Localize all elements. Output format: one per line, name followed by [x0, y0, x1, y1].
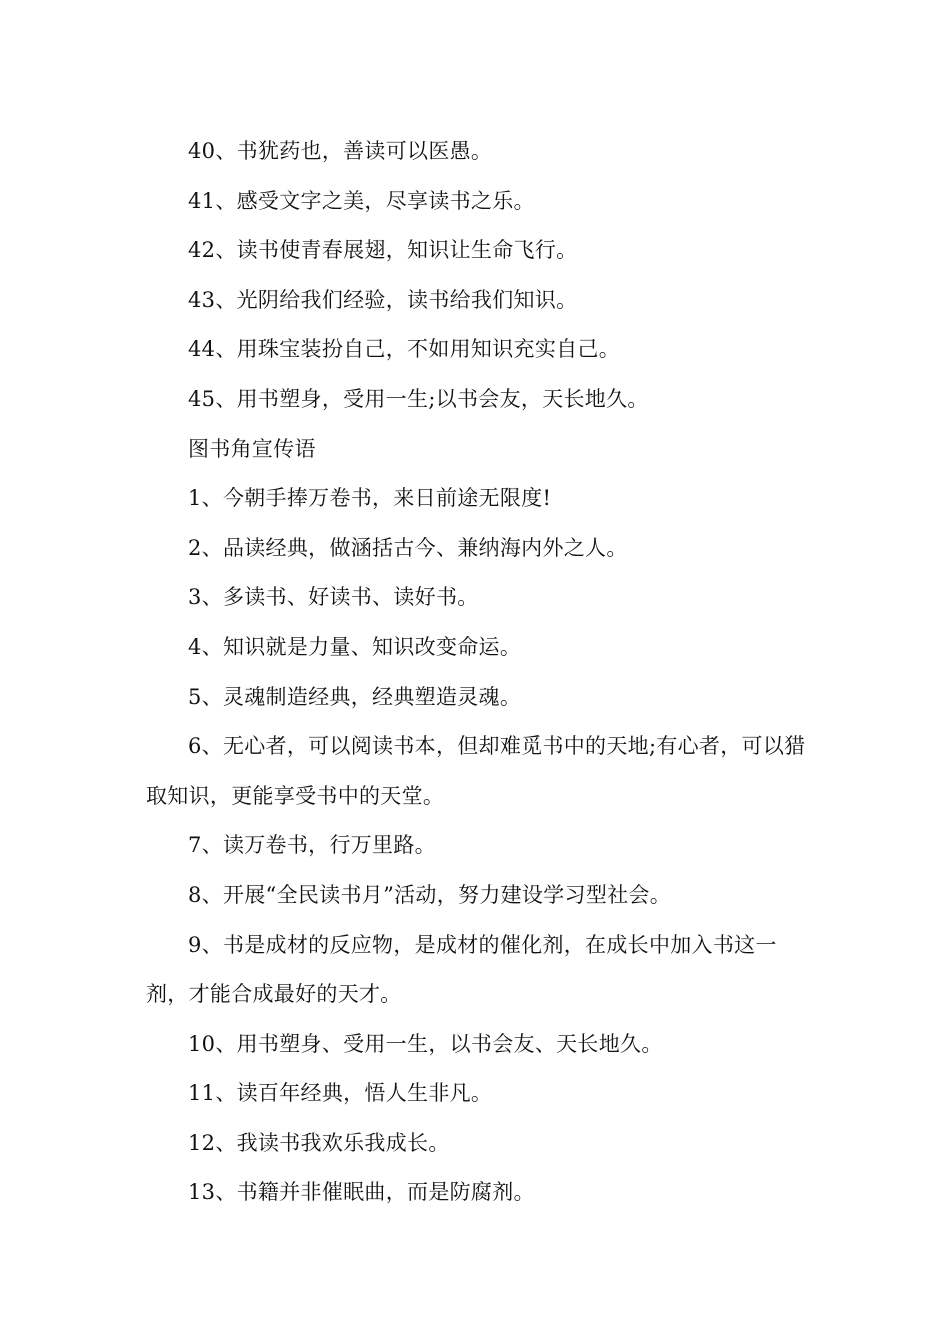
- section-heading: 图书角宣传语: [188, 436, 316, 461]
- paragraph-2: 2、品读经典，做涵括古今、兼纳海内外之人。: [188, 535, 628, 560]
- paragraph-4: 4、知识就是力量、知识改变命运。: [188, 634, 522, 659]
- paragraph-11: 11、读百年经典，悟人生非凡。: [188, 1081, 493, 1106]
- paragraph-40: 40、书犹药也，善读可以医愚。: [188, 139, 493, 163]
- paragraph-3: 3、多读书、好读书、读好书。: [188, 585, 479, 610]
- paragraph-12: 12、我读书我欢乐我成长。: [188, 1130, 450, 1155]
- paragraph-13: 13、书籍并非催眠曲，而是防腐剂。: [188, 1180, 535, 1205]
- paragraph-42: 42、读书使青春展翅，知识让生命飞行。: [188, 238, 578, 263]
- paragraph-9: 9、书是成材的反应物，是成材的催化剂，在成长中加入书这一剂，才能合成最好的天才。: [146, 932, 777, 1007]
- paragraph-45: 45、用书塑身，受用一生;以书会友，天长地久。: [188, 386, 649, 411]
- paragraph-10: 10、用书塑身、受用一生，以书会友、天长地久。: [188, 1031, 663, 1056]
- paragraph-5: 5、灵魂制造经典，经典塑造灵魂。: [188, 684, 522, 709]
- paragraph-8: 8、开展“全民读书月”活动，努力建设学习型社会。: [188, 882, 672, 907]
- paragraph-44: 44、用珠宝装扮自己，不如用知识充实自己。: [188, 337, 621, 362]
- paragraph-1: 1、今朝手捧万卷书，来日前途无限度!: [188, 486, 552, 511]
- paragraph-6: 6、无心者，可以阅读书本，但却难觅书中的天地;有心者，可以猎取知识，更能享受书中的天堂。: [146, 734, 806, 808]
- paragraph-7: 7、读万卷书，行万里路。: [188, 833, 436, 858]
- paragraph-41: 41、感受文字之美，尽享读书之乐。: [188, 188, 535, 213]
- paragraph-43: 43、光阴给我们经验，读书给我们知识。: [188, 287, 578, 312]
- document-body: [146, 127, 811, 1218]
